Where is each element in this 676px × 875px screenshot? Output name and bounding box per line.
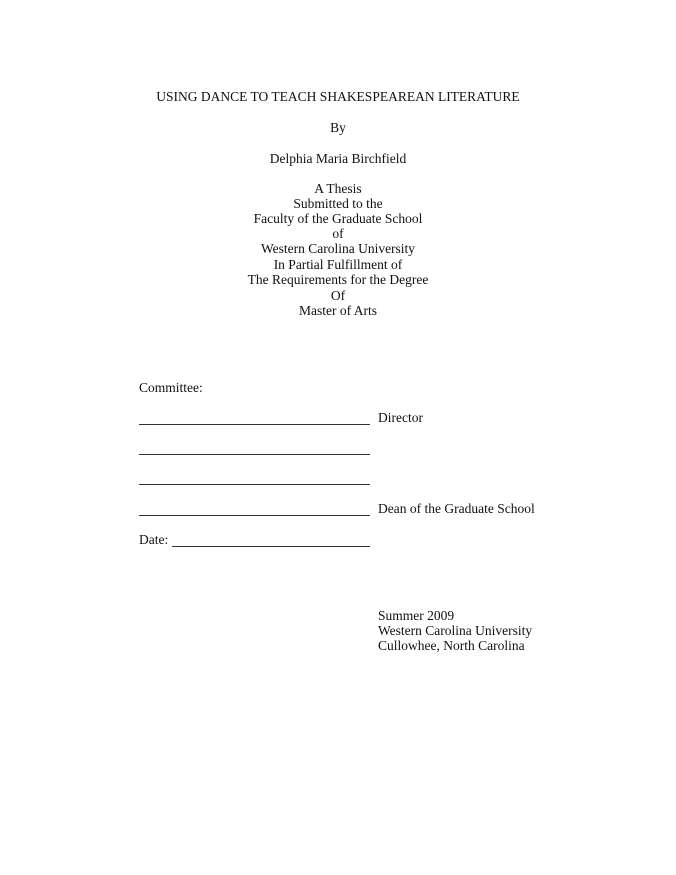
director-label: Director	[378, 410, 423, 425]
location: Cullowhee, North Carolina	[378, 638, 525, 653]
committee-label: Committee:	[139, 380, 203, 395]
author-name: Delphia Maria Birchfield	[269, 151, 407, 166]
thesis-title: USING DANCE TO TEACH SHAKESPEAREAN LITERATURE	[156, 89, 520, 104]
submission-line: Of	[330, 288, 346, 303]
submission-line: The Requirements for the Degree	[247, 272, 429, 287]
submission-line: Western Carolina University	[260, 241, 416, 256]
director-signature-line	[139, 424, 370, 425]
submission-line: In Partial Fulfillment of	[273, 257, 403, 272]
submission-line: Faculty of the Graduate School	[253, 211, 423, 226]
season-year: Summer 2009	[378, 608, 455, 623]
dean-label: Dean of the Graduate School	[378, 501, 535, 516]
date-line	[172, 546, 370, 547]
submission-line: A Thesis	[314, 181, 362, 196]
submission-line: of	[332, 226, 344, 241]
dean-signature-line	[139, 515, 370, 516]
date-label: Date:	[139, 532, 169, 547]
submission-line: Master of Arts	[299, 303, 377, 318]
member-signature-line	[139, 484, 370, 485]
university-name: Western Carolina University	[378, 623, 533, 638]
submission-line: Submitted to the	[293, 196, 383, 211]
member-signature-line	[139, 454, 370, 455]
by-label: By	[330, 120, 346, 135]
